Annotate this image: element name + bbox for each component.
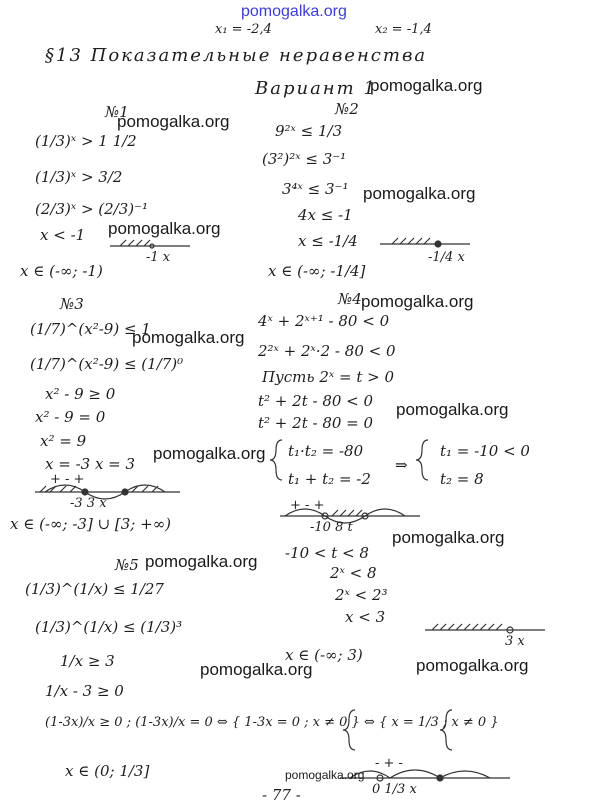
problem2-line: (3²)²ˣ ≤ 3⁻¹ (262, 150, 347, 168)
problem1-answer: x ∈ (-∞; -1) (20, 262, 103, 280)
problem5-line: 1/x ≥ 3 (60, 652, 115, 670)
problem4-root: t₁ = -10 < 0 (440, 442, 530, 460)
problem1-axis-label: -1 x (146, 250, 171, 265)
problem3-line: x² - 9 = 0 (35, 408, 106, 426)
problem2-number: №2 (335, 100, 359, 118)
variant-title: Вариант 1 (255, 78, 377, 99)
problem3-line: (1/7)^(x²-9) ≤ 1 (30, 320, 151, 338)
problem4-axis2-label: 3 x (505, 634, 525, 649)
watermark: pomogalka.org (145, 552, 258, 571)
problem4-after: x < 3 (345, 608, 386, 626)
problem1-line: (1/3)ˣ > 1 1/2 (35, 132, 137, 150)
problem2-line: x ≤ -1/4 (298, 232, 358, 250)
problem3-signs: + - + (50, 472, 85, 487)
problem2-axis-label: -1/4 x (428, 250, 465, 265)
page-number: - 77 - (262, 786, 301, 804)
watermark: pomogalka.org (416, 656, 529, 675)
problem4-line: 4ˣ + 2ˣ⁺¹ - 80 < 0 (258, 312, 390, 330)
watermark-top: pomogalka.org (241, 3, 347, 20)
problem3-line: x² = 9 (40, 432, 87, 450)
problem5-line: (1/3)^(1/x) ≤ (1/3)³ (35, 618, 183, 636)
problem5-answer: x ∈ (0; 1/3] (65, 762, 150, 780)
problem4-number: №4 (338, 290, 362, 308)
problem2-answer: x ∈ (-∞; -1/4] (268, 262, 366, 280)
problem4-vieta: t₁·t₂ = -80 (288, 442, 364, 460)
problem3-answer: x ∈ (-∞; -3] ∪ [3; +∞) (10, 515, 172, 533)
problem1-line: (2/3)ˣ > (2/3)⁻¹ (35, 200, 149, 218)
problem3-line: (1/7)^(x²-9) ≤ (1/7)⁰ (30, 355, 184, 373)
watermark: pomogalka.org (117, 112, 230, 131)
problem4-after: 2ˣ < 8 (330, 564, 377, 582)
problem4-answer: x ∈ (-∞; 3) (285, 646, 363, 664)
problem4-line: t² + 2t - 80 = 0 (258, 414, 374, 432)
problem3-line: x² - 9 ≥ 0 (45, 385, 116, 403)
problem4-line: 2²ˣ + 2ˣ·2 - 80 < 0 (258, 342, 396, 360)
watermark-bottom: pomogalka.org (285, 768, 365, 782)
problem1-line: x < -1 (40, 226, 86, 244)
problem1-line: (1/3)ˣ > 3/2 (35, 168, 123, 186)
implies-arrow: ⇒ (395, 456, 408, 474)
problem2-line: 4x ≤ -1 (298, 206, 353, 224)
problem5-signs: - + - (375, 756, 403, 771)
watermark: pomogalka.org (108, 219, 221, 238)
problem4-line: t² + 2t - 80 < 0 (258, 392, 374, 410)
problem4-after: -10 < t < 8 (285, 544, 369, 562)
problem5-number: №5 (115, 556, 139, 574)
header-x2: x₂ = -1,4 (375, 22, 432, 37)
problem5-line: 1/x - 3 ≥ 0 (45, 682, 124, 700)
problem2-line: 3⁴ˣ ≤ 3⁻¹ (282, 180, 349, 198)
watermark: pomogalka.org (361, 292, 474, 311)
watermark: pomogalka.org (200, 660, 313, 679)
watermark: pomogalka.org (132, 328, 245, 347)
problem4-axis-label: -10 8 t (310, 520, 353, 535)
problem4-after: 2ˣ < 2³ (335, 586, 388, 604)
problem2-line: 9²ˣ ≤ 1/3 (275, 122, 343, 140)
problem5-axis-label: 0 1/3 x (372, 782, 417, 797)
problem4-root: t₂ = 8 (440, 470, 484, 488)
problem5-line: (1-3x)/x ≥ 0 ; (1-3x)/x = 0 ⇔ { 1-3x = 0 ; x ≠ 0 } ⇔ { x = 1/3 ; x ≠ 0 } (45, 715, 499, 730)
watermark: pomogalka.org (363, 184, 476, 203)
watermark: pomogalka.org (370, 76, 483, 95)
watermark: pomogalka.org (392, 528, 505, 547)
problem4-signs: + - + (290, 498, 325, 513)
header-x1: x₁ = -2,4 (215, 22, 272, 37)
problem4-line: Пусть 2ˣ = t > 0 (262, 368, 394, 386)
problem1-number: №1 (105, 103, 129, 121)
problem3-number: №3 (60, 295, 84, 313)
problem3-line: x = -3 x = 3 (45, 455, 136, 473)
section-title: §13 Показательные неравенства (45, 45, 428, 66)
watermark: pomogalka.org (153, 444, 266, 463)
problem4-vieta: t₁ + t₂ = -2 (288, 470, 371, 488)
problem3-axis-label: -3 3 x (70, 496, 107, 511)
watermark: pomogalka.org (396, 400, 509, 419)
problem5-line: (1/3)^(1/x) ≤ 1/27 (25, 580, 164, 598)
